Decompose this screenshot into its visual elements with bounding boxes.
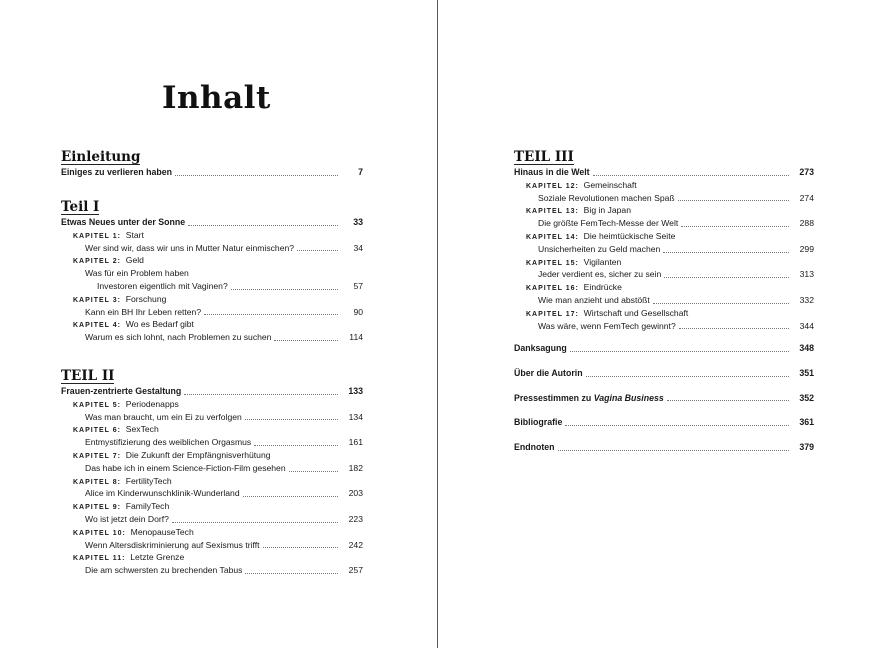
section-heading: TEIL II [61, 368, 115, 384]
toc-entry[interactable]: Was man braucht, um ein Ei zu verfolgen 134 [85, 411, 363, 422]
toc-entry-line: Was für ein Problem haben [85, 268, 189, 279]
section-heading: TEIL III [514, 149, 574, 165]
chapter-heading: KAPITEL 12: Gemeinschaft [526, 179, 637, 190]
section-heading: Einleitung [61, 149, 141, 165]
toc-entry[interactable]: Was wäre, wenn FemTech gewinnt? 344 [538, 320, 814, 331]
chapter-heading: KAPITEL 3: Forschung [73, 293, 167, 304]
dot-leader [289, 471, 338, 472]
dot-leader [570, 351, 789, 352]
dot-leader [678, 200, 789, 201]
chapter-heading: KAPITEL 1: Start [73, 229, 144, 240]
toc-entry[interactable]: Frauen-zentrierte Gestaltung 133 [61, 386, 363, 396]
dot-leader [667, 400, 789, 401]
toc-entry[interactable]: Entmystifizierung des weiblichen Orgasmus 161 [85, 437, 363, 448]
chapter-heading: KAPITEL 9: FamilyTech [73, 501, 170, 512]
chapter-heading: KAPITEL 10: MenopauseTech [73, 526, 194, 537]
chapter-heading: KAPITEL 11: Letzte Grenze [73, 552, 185, 563]
chapter-heading: KAPITEL 17: Wirtschaft und Gesellschaft [526, 307, 689, 318]
toc-entry[interactable]: Wie man anzieht und abstößt 332 [538, 294, 814, 305]
toc-entry-ueber-die-autorin[interactable]: Über die Autorin 351 [514, 367, 814, 378]
toc-entry[interactable]: Wer sind wir, dass wir uns in Mutter Natur einmischen? 34 [85, 242, 363, 253]
section-heading: Teil I [61, 199, 100, 215]
section-einleitung [61, 148, 363, 179]
dot-leader [593, 175, 789, 176]
chapter-heading: KAPITEL 6: SexTech [73, 424, 159, 435]
toc-entry[interactable]: Kann ein BH Ihr Leben retten? 90 [85, 306, 363, 317]
dot-leader [245, 573, 338, 574]
toc-entry[interactable]: Soziale Revolutionen machen Spaß 274 [538, 192, 814, 203]
dot-leader [586, 376, 789, 377]
dot-leader [263, 547, 339, 548]
toc-entry[interactable]: Das habe ich in einem Science-Fiction-Film gesehen 182 [85, 462, 363, 473]
dot-leader [184, 394, 338, 395]
toc-entry-endnoten[interactable]: Endnoten 379 [514, 442, 814, 453]
section-teil-1 [61, 198, 363, 344]
dot-leader [175, 175, 338, 176]
dot-leader [297, 250, 338, 251]
toc-entry-danksagung[interactable]: Danksagung 348 [514, 343, 814, 353]
chapter-heading: KAPITEL 2: Geld [73, 255, 144, 266]
dot-leader [245, 419, 338, 420]
dot-leader [274, 340, 338, 341]
dot-leader [254, 445, 338, 446]
toc-entry[interactable]: Unsicherheiten zu Geld machen 299 [538, 243, 814, 254]
chapter-heading: KAPITEL 15: Vigilanten [526, 256, 622, 267]
dot-leader [188, 225, 338, 226]
dot-leader [231, 289, 338, 290]
chapter-heading: KAPITEL 4: Wo es Bedarf gibt [73, 319, 194, 330]
dot-leader [172, 522, 338, 523]
toc-entry[interactable]: Warum es sich lohnt, nach Problemen zu suchen 114 [85, 332, 363, 343]
back-matter [514, 342, 814, 454]
dot-leader [565, 425, 789, 426]
dot-leader [243, 496, 338, 497]
toc-entry[interactable]: Investoren eigentlich mit Vaginen? 57 [97, 280, 363, 291]
page-title: Inhalt [162, 80, 271, 116]
dot-leader [653, 303, 789, 304]
section-teil-3 [514, 148, 814, 332]
chapter-heading: KAPITEL 5: Periodenapps [73, 398, 179, 409]
dot-leader [679, 328, 789, 329]
toc-entry[interactable]: Die größte FemTech-Messe der Welt 288 [538, 218, 814, 229]
toc-entry[interactable]: Etwas Neues unter der Sonne 33 [61, 217, 363, 227]
toc-entry[interactable]: Jeder verdient es, sicher zu sein 313 [538, 269, 814, 280]
chapter-heading: KAPITEL 7: Die Zukunft der Empfängnisverhütung [73, 449, 271, 460]
dot-leader [664, 277, 789, 278]
toc-entry[interactable]: Einiges zu verlieren haben 7 [61, 167, 363, 177]
toc-entry[interactable]: Die am schwersten zu brechenden Tabus 257 [85, 565, 363, 576]
toc-entry[interactable]: Hinaus in die Welt 273 [514, 167, 814, 177]
section-teil-2 [61, 367, 363, 577]
chapter-heading: KAPITEL 14: Die heimtückische Seite [526, 230, 676, 241]
chapter-heading: KAPITEL 16: Eindrücke [526, 282, 622, 293]
dot-leader [558, 450, 789, 451]
toc-entry[interactable]: Alice im Kinderwunschklinik-Wunderland 203 [85, 488, 363, 499]
toc-entry[interactable]: Wo ist jetzt dein Dorf? 223 [85, 513, 363, 524]
toc-entry-bibliografie[interactable]: Bibliografie 361 [514, 417, 814, 428]
toc-entry-pressestimmen[interactable]: Pressestimmen zu Vagina Business 352 [514, 392, 814, 403]
dot-leader [663, 252, 789, 253]
toc-entry[interactable]: Wenn Altersdiskriminierung auf Sexismus trifft 242 [85, 539, 363, 550]
chapter-heading: KAPITEL 8: FertilityTech [73, 475, 172, 486]
dot-leader [204, 314, 338, 315]
chapter-heading: KAPITEL 13: Big in Japan [526, 205, 631, 216]
dot-leader [681, 226, 789, 227]
right-page [439, 0, 875, 648]
